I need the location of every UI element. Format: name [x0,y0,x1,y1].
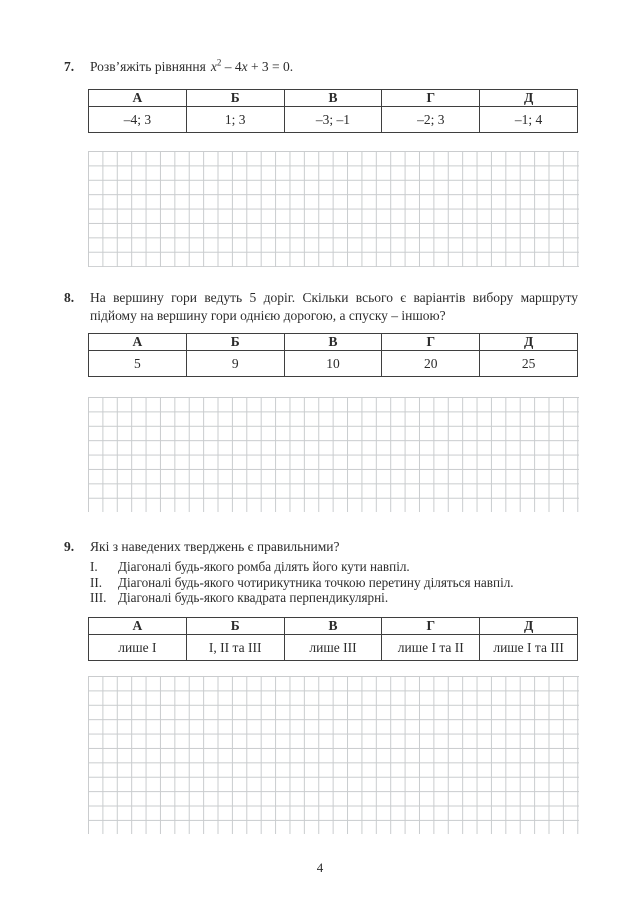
statement-roman-label: I. [90,559,98,574]
option-letter-V: В [284,90,382,107]
option-letter-A: А [89,334,187,351]
option-letter-B: Б [186,90,284,107]
option-letter-G: Г [382,334,480,351]
statement-item [90,575,578,591]
answer-cell: 9 [186,351,284,377]
answer-table-q8 [88,333,578,377]
statement-text: Діагоналі будь-якого квадрата перпендикулярні. [118,590,389,605]
answer-cell: лише I та II [382,635,480,661]
question-8-number: 8. [64,290,75,305]
question-8-text [90,289,578,324]
answer-cell: I, II та III [186,635,284,661]
statement-roman-label: II. [90,574,103,590]
question-9-statements [90,559,578,606]
option-letter-G: Г [382,618,480,635]
question-7-text: Розв’яжіть рівняння [90,59,206,74]
option-letter-B: Б [186,334,284,351]
work-grid-q9 [88,676,579,834]
answer-table-q8-header-row [89,334,578,351]
answer-table-q7 [88,89,578,133]
option-letter-V: В [284,618,382,635]
answer-cell: лише I [89,635,187,661]
question-8-line1: На вершину гори ведуть 5 доріг. Скільки всього є варіантів вибору маршруту [90,290,578,305]
page-number: 4 [316,860,324,875]
answer-table-q7-header-row [89,90,578,107]
question-9-text: Які з наведених тверджень є правильними? [90,539,340,554]
work-grid-q8 [88,397,579,512]
question-7 [64,58,580,75]
answer-cell: 5 [89,351,187,377]
answer-table-q9-value-row [89,635,578,661]
option-letter-G: Г [382,90,480,107]
equation-variable: x [241,59,248,74]
option-letter-D: Д [480,618,578,635]
answer-table-q7-value-row [89,107,578,133]
option-letter-A: А [89,618,187,635]
option-letter-B: Б [186,618,284,635]
option-letter-A: А [89,90,187,107]
option-letter-D: Д [480,334,578,351]
answer-cell: 10 [284,351,382,377]
statement-roman-label: III. [90,590,107,605]
statement-item [90,590,578,606]
option-letter-V: В [284,334,382,351]
answer-table-q9-header-row [89,618,578,635]
question-7-equation [211,59,293,74]
answer-cell: лише I та III [480,635,578,661]
answer-cell: 1; 3 [186,107,284,133]
answer-cell: 20 [382,351,480,377]
answer-cell: –3; –1 [284,107,382,133]
answer-table-q8-value-row [89,351,578,377]
work-grid-q7 [88,151,579,267]
question-9-number: 9. [64,539,75,554]
statement-text: Діагоналі будь-якого чотирикутника точкою перетину діляться навпіл. [118,574,514,590]
answer-cell: 25 [480,351,578,377]
equation-middle: – 4 [221,59,242,74]
answer-cell: –2; 3 [382,107,480,133]
answer-cell: –4; 3 [89,107,187,133]
answer-cell: лише III [284,635,382,661]
answer-table-q9 [88,617,578,661]
equation-exponent: 2 [216,57,222,68]
question-9 [64,538,580,555]
statement-item [90,559,578,575]
question-7-number: 7. [64,59,75,74]
question-8-line2: підйому на вершину гори однією дорогою, а спуску – іншою? [90,307,446,323]
answer-cell: –1; 4 [480,107,578,133]
statement-text: Діагоналі будь-якого ромба ділять його кути навпіл. [118,559,410,574]
equation-variable: x [210,59,217,74]
option-letter-D: Д [480,90,578,107]
equation-tail: + 3 = 0. [247,59,294,74]
